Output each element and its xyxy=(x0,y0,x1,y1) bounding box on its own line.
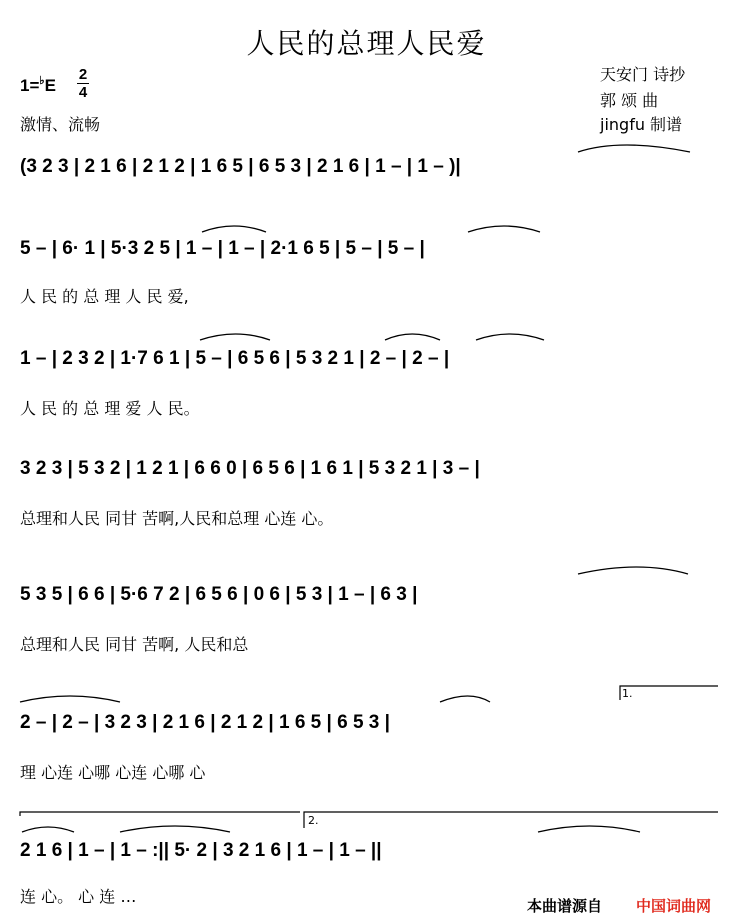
volta-bracket-second xyxy=(304,812,718,828)
slur-tie xyxy=(22,827,74,832)
flat-sign: ♭ xyxy=(39,75,45,87)
composer-credit: 郭 颂 曲 xyxy=(600,91,659,110)
slur-tie xyxy=(578,567,688,574)
system-2-notes: 5 – | 6· 1 | 5·3 2 5 | 1 – | 1 – | 2·1 6 5 | 5 – | 5 – | xyxy=(20,238,425,259)
system-6-notes: 2 – | 2 – | 3 2 3 | 2 1 6 | 2 1 2 | 1 6 5 | 6 5 3 | xyxy=(20,712,390,733)
system-4-lyrics: 总理和人民 同甘 苦啊,人民和总理 心连 心。 xyxy=(20,509,334,528)
slur-tie xyxy=(578,145,690,152)
system-2-lyrics: 人 民 的 总 理 人 民 爱, xyxy=(20,287,189,306)
system-1-notes: (3 2 3 | 2 1 6 | 2 1 2 | 1 6 5 | 6 5 3 | 2 1 6 | 1 – | 1 – )| xyxy=(20,156,461,177)
slur-tie xyxy=(440,696,490,702)
slur-tie xyxy=(468,226,540,232)
slur-tie xyxy=(385,334,440,340)
volta-brackets xyxy=(20,686,718,828)
slur-marks xyxy=(20,145,690,832)
slur-tie xyxy=(538,826,640,832)
volta-bracket-first xyxy=(620,686,718,700)
volta-first-label: 1. xyxy=(622,687,633,700)
lyricist-credit: 天安门 诗抄 xyxy=(600,65,686,84)
time-signature-bottom: 4 xyxy=(78,84,88,101)
system-5-notes: 5 3 5 | 6 6 | 5·6 7 2 | 6 5 6 | 0 6 | 5 3 | 1 – | 6 3 | xyxy=(20,584,418,605)
system-7-notes: 2 1 6 | 1 – | 1 – :|| 5· 2 | 3 2 1 6 | 1 – | 1 – || xyxy=(20,840,382,861)
volta-second-label: 2. xyxy=(308,814,319,827)
volta-bracket-first-end xyxy=(20,812,300,816)
slur-tie xyxy=(120,826,230,832)
system-5-lyrics: 总理和人民 同甘 苦啊, 人民和总 xyxy=(20,635,249,654)
time-signature-top: 2 xyxy=(78,66,88,83)
system-3-notes: 1 – | 2 3 2 | 1·7 6 1 | 5 – | 6 5 6 | 5 3 2 1 | 2 – | 2 – | xyxy=(20,348,450,369)
slur-tie xyxy=(20,696,120,702)
song-title: 人民的总理人民爱 xyxy=(246,27,487,60)
key-note: E xyxy=(44,76,56,95)
footer-source-label: 本曲谱源自 xyxy=(527,897,603,915)
system-4-notes: 3 2 3 | 5 3 2 | 1 2 1 | 6 6 0 | 6 5 6 | 1 6 1 | 5 3 2 1 | 3 – | xyxy=(20,458,480,479)
slur-tie xyxy=(202,226,266,232)
slur-tie xyxy=(200,334,270,340)
engraver-credit: jingfu 制谱 xyxy=(600,115,683,134)
slur-tie xyxy=(476,334,544,340)
system-3-lyrics: 人 民 的 总 理 爱 人 民。 xyxy=(20,399,200,418)
site-logo[interactable]: 中国词曲网 xyxy=(636,897,712,915)
system-7-lyrics: 连 心。 心 连 … xyxy=(20,887,137,906)
key-prefix: 1= xyxy=(20,76,40,95)
tempo-mood: 激情、流畅 xyxy=(20,115,101,134)
system-6-lyrics: 理 心连 心哪 心连 心哪 心 xyxy=(20,763,206,782)
